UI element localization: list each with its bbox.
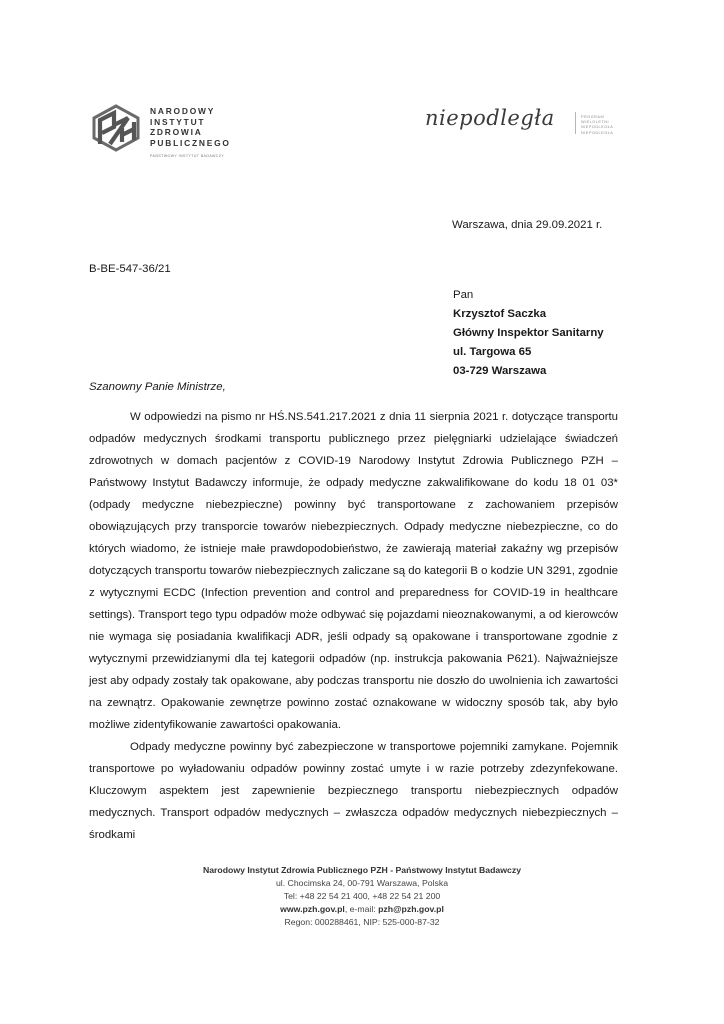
letter-date: Warszawa, dnia 29.09.2021 r. [452, 219, 603, 231]
recipient-title: Pan [453, 289, 474, 301]
body-paragraph: W odpowiedzi na pismo nr HŚ.NS.541.217.2021 z dnia 11 sierpnia 2021 r. dotyczące transportu odpadów medycznych środkami transportu publicznego przez pielęgniarki udzielające świadczeń zdrowotnych w domach pacjentów z COVID-19 Narodowy Instytut Zdrowia Publicznego PZH – Państwowy Instytut Badawczy informuje, że odpady medyczne zakwalifikowane do kodu 18 01 03* (odpady medyczne niebezpieczne) powinny być transportowane z zachowaniem przepisów obowiązujących przy transporcie towarów niebezpiecznych. Odpady medyczne niebezpieczne, co do których wiadomo, że istnieje małe prawdopodobieństwo, że zawierają materiał zakaźny wg przepisów dotyczących transportu towarów niebezpiecznych zaliczane są do kategorii B o kodzie UN 3291, zgodnie z wytycznymi ECDC (Infection prevention and control and preparedness for COVID-19 in healthcare settings). Transport tego typu odpadów może odbywać się pojazdami nieoznakowanymi, a od kierowców nie wymaga się posiadania kwalifikacji ADR, jeśli odpady są opakowane i transportowane zgodnie z wytycznymi przewidzianymi dla tej kategorii odpadów (np. instrukcja pakowania P621). Najważniejsze jest aby odpady zostały tak opakowane, aby podczas transportu nie doszło do uwolnienia ich zawartości na zewnątrz. Opakowanie zewnętrze powinno zostać oznakowane w widoczny sposób tak, aby było możliwe zidentyfikowanie zawartości opakowania. [89, 411, 618, 731]
footer-email-label: , e-mail: [344, 904, 379, 914]
footer-address: ul. Chocimska 24, 00-791 Warszawa, Polska [275, 878, 449, 888]
letter-body [89, 406, 618, 846]
footer-phone: Tel: +48 22 54 21 400, +48 22 54 21 200 [283, 891, 441, 901]
logo-line: ZDROWIA [150, 127, 203, 138]
footer-institution: Narodowy Instytut Zdrowia Publicznego PZH - Państwowy Instytut Badawczy [202, 865, 522, 875]
recipient-position: Główny Inspektor Sanitarny [453, 327, 604, 339]
footer-contact [0, 903, 724, 916]
logo-line: NARODOWY [150, 106, 216, 116]
logo-wordmark [150, 106, 231, 148]
institute-logo [88, 98, 263, 162]
pzh-logo-icon [88, 98, 146, 158]
recipient-name: Krzysztof Saczka [453, 308, 547, 320]
caption-line: PROGRAM [581, 115, 605, 119]
logo-subtitle: PAŃSTWOWY INSTYTUT BADAWCZY [150, 154, 225, 158]
salutation: Szanowny Panie Ministrze, [89, 381, 226, 393]
letter-footer [0, 864, 724, 929]
recipient-city: 03-729 Warszawa [453, 365, 547, 377]
caption-line: WIELOLETNI NIEPODLEGŁA [581, 120, 614, 130]
footer-website[interactable]: www.pzh.gov.pl [280, 904, 345, 914]
recipient-address [453, 286, 604, 381]
body-paragraph: Odpady medyczne powinny być zabezpieczone w transportowe pojemniki zamykane. Pojemnik transportowe po wyładowaniu odpadów powinny zostać umyte i w razie potrzeby zdezynfekowane. Kluczowym aspektem jest zapewnienie bezpiecznego transportu niebezpiecznych odpadów medycznych. Transport odpadów medycznych – zwłaszcza odpadów medycznych niebezpiecznych – środkami [89, 741, 618, 841]
niepodlegla-caption [581, 115, 635, 136]
footer-email[interactable]: pzh@pzh.gov.pl [378, 904, 444, 914]
niepodlegla-script: niepodległa [425, 106, 555, 130]
logo-line: PUBLICZNEGO [150, 137, 231, 148]
caption-line: NIEPODLEGŁA [581, 130, 614, 135]
niepodlegla-emblem [425, 104, 635, 144]
footer-ids: Regon: 000288461, NIP: 525-000-87-32 [284, 917, 440, 927]
recipient-street: ul. Targowa 65 [453, 346, 532, 358]
emblem-divider [575, 112, 576, 134]
reference-number: B-BE-547-36/21 [89, 263, 171, 275]
logo-line: INSTYTUT [150, 116, 206, 127]
